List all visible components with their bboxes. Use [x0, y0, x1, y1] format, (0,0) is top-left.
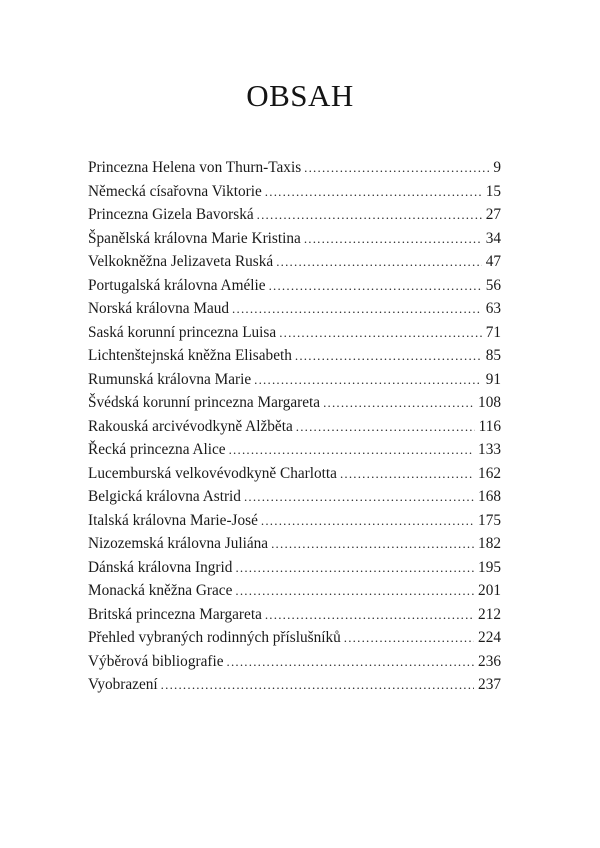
dot-leader [340, 462, 474, 486]
toc-entry-page-number: 108 [478, 394, 501, 411]
toc-entry-page-number: 15 [485, 182, 501, 200]
dot-leader [232, 297, 482, 321]
toc-entry-page-number: 9 [493, 159, 501, 176]
toc-entry-title: Nizozemská královna Juliána [88, 535, 269, 552]
toc-entry-page-number: 71 [485, 323, 501, 341]
toc-entry-title: Rakouská arcivévodkyně Alžběta [88, 417, 293, 435]
toc-entry-title: Rumunská královna Marie [88, 370, 252, 388]
dot-leader [296, 415, 475, 439]
toc-entry-page-number: 56 [485, 276, 501, 294]
dot-leader [295, 344, 482, 368]
toc-entry-page-number: 116 [478, 417, 501, 435]
toc-entry-title: Norská královna Maud [88, 300, 230, 317]
toc-entry-title: Princezna Gizela Bavorská [88, 206, 254, 223]
toc-entry-page-number: 63 [485, 300, 501, 317]
dot-leader [269, 274, 482, 298]
toc-entry [88, 344, 501, 368]
dot-leader [265, 603, 474, 627]
dot-leader [279, 321, 482, 345]
dot-leader [323, 391, 474, 415]
toc-entry-page-number: 47 [485, 253, 501, 270]
toc-entry-title: Dánská královna Ingrid [88, 558, 233, 576]
toc-entry-page-number: 212 [478, 605, 501, 623]
toc-entry [88, 626, 501, 650]
toc-entry-title: Monacká kněžna Grace [88, 582, 233, 599]
toc-entry [88, 509, 501, 533]
table-of-contents [88, 156, 501, 697]
toc-entry [88, 203, 501, 227]
toc-entry-title: Španělská královna Marie Kristina [88, 229, 301, 247]
toc-entry-title: Velkokněžna Jelizaveta Ruská [88, 253, 274, 270]
dot-leader [254, 368, 482, 392]
dot-leader [271, 532, 474, 556]
toc-entry-title: Výběrová bibliografie [88, 652, 224, 670]
toc-entry [88, 227, 501, 251]
toc-entry-page-number: 195 [478, 558, 501, 576]
toc-entry [88, 532, 501, 556]
dot-leader [265, 180, 482, 204]
dot-leader [244, 485, 474, 509]
toc-entry [88, 297, 501, 321]
toc-entry-page-number: 27 [485, 206, 501, 223]
toc-entry [88, 391, 501, 415]
toc-entry-title: Řecká princezna Alice [88, 441, 226, 458]
toc-entry-page-number: 85 [485, 347, 501, 364]
toc-entry [88, 673, 501, 697]
toc-entry [88, 180, 501, 204]
toc-entry-title: Belgická královna Astrid [88, 488, 241, 505]
toc-entry [88, 579, 501, 603]
toc-entry-page-number: 236 [478, 652, 501, 670]
toc-entry [88, 462, 501, 486]
toc-entry [88, 250, 501, 274]
toc-entry-page-number: 162 [478, 464, 501, 482]
toc-entry-title: Lucemburská velkovévodkyně Charlotta [88, 464, 337, 482]
toc-entry-page-number: 182 [478, 535, 501, 552]
dot-leader [304, 156, 489, 180]
dot-leader [304, 227, 482, 251]
toc-entry-page-number: 91 [485, 370, 501, 388]
toc-entry [88, 438, 501, 462]
toc-entry [88, 274, 501, 298]
toc-entry-page-number: 237 [478, 676, 501, 693]
page-title: OBSAH [246, 78, 354, 113]
dot-leader [261, 509, 474, 533]
toc-entry-title: Princezna Helena von Thurn-Taxis [88, 159, 302, 176]
dot-leader [161, 673, 474, 697]
dot-leader [235, 579, 474, 603]
toc-entry-page-number: 201 [478, 582, 501, 599]
toc-entry [88, 556, 501, 580]
dot-leader [229, 438, 474, 462]
dot-leader [235, 556, 474, 580]
dot-leader [257, 203, 482, 227]
toc-entry-title: Lichtenštejnská kněžna Elisabeth [88, 347, 292, 364]
dot-leader [344, 626, 474, 650]
dot-leader [227, 650, 475, 674]
toc-entry [88, 415, 501, 439]
toc-entry-page-number: 168 [478, 488, 501, 505]
toc-entry-title: Italská královna Marie-José [88, 511, 258, 529]
toc-entry [88, 321, 501, 345]
toc-entry-title: Německá císařovna Viktorie [88, 182, 262, 200]
toc-entry-title: Vyobrazení [88, 676, 158, 693]
toc-entry-title: Švédská korunní princezna Margareta [88, 394, 321, 411]
toc-entry-page-number: 133 [478, 441, 501, 458]
toc-entry [88, 368, 501, 392]
toc-entry-title: Britská princezna Margareta [88, 605, 262, 623]
toc-entry [88, 485, 501, 509]
toc-entry-page-number: 175 [478, 511, 501, 529]
toc-entry-title: Saská korunní princezna Luisa [88, 323, 277, 341]
toc-entry [88, 156, 501, 180]
toc-entry [88, 603, 501, 627]
toc-entry [88, 650, 501, 674]
toc-entry-title: Portugalská královna Amélie [88, 276, 266, 294]
toc-entry-page-number: 224 [478, 629, 501, 646]
toc-entry-page-number: 34 [485, 229, 501, 247]
toc-entry-title: Přehled vybraných rodinných příslušníků [88, 629, 341, 646]
dot-leader [276, 250, 482, 274]
